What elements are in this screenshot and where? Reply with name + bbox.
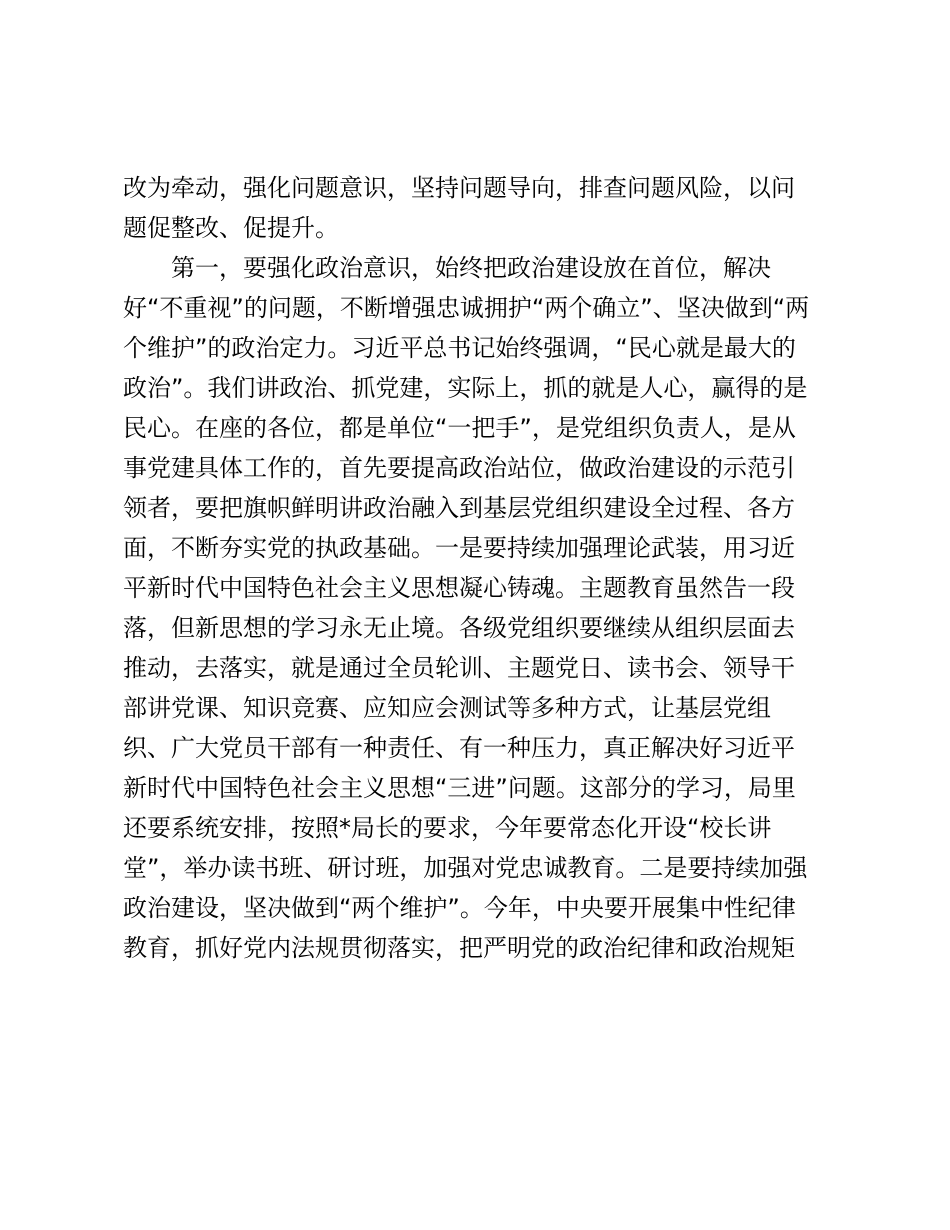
text-line: 领者，要把旗帜鲜明讲政治融入到基层党组织建设全过程、各方 — [123, 494, 795, 522]
text-line: 第一，要强化政治意识，始终把政治建设放在首位，解决 — [123, 254, 771, 282]
text-line: 题促整改、促提升。 — [123, 214, 339, 242]
text-line: 民心。在座的各位，都是单位“一把手”，是党组织负责人，是从 — [123, 414, 796, 442]
text-line: 新时代中国特色社会主义思想“三进”问题。这部分的学习，局里 — [123, 774, 796, 802]
text-line: 推动，去落实，就是通过全员轮训、主题党日、读书会、领导干 — [123, 654, 795, 682]
text-line: 堂”，举办读书班、研讨班，加强对党忠诚教育。二是要持续加强 — [123, 854, 808, 882]
text-line: 政治”。我们讲政治、抓党建，实际上，抓的就是人心，赢得的是 — [123, 374, 808, 402]
text-line: 个维护”的政治定力。习近平总书记始终强调，“民心就是最大的 — [123, 334, 796, 362]
body-text — [123, 168, 843, 968]
text-line: 事党建具体工作的，首先要提高政治站位，做政治建设的示范引 — [123, 454, 795, 482]
text-line: 教育，抓好党内法规贯彻落实，把严明党的政治纪律和政治规矩 — [123, 934, 795, 962]
text-line: 平新时代中国特色社会主义思想凝心铸魂。主题教育虽然告一段 — [123, 574, 795, 602]
text-line: 改为牵动，强化问题意识，坚持问题导向，排查问题风险，以问 — [123, 174, 795, 202]
text-line: 好“不重视”的问题，不断增强忠诚拥护“两个确立”、坚决做到“两 — [123, 294, 810, 322]
text-line: 政治建设，坚决做到“两个维护”。今年，中央要开展集中性纪律 — [123, 894, 796, 922]
text-line: 部讲党课、知识竞赛、应知应会测试等多种方式，让基层党组 — [123, 694, 771, 722]
text-line: 织、广大党员干部有一种责任、有一种压力，真正解决好习近平 — [123, 734, 795, 762]
text-line: 落，但新思想的学习永无止境。各级党组织要继续从组织层面去 — [123, 614, 795, 642]
text-line: 还要系统安排，按照*局长的要求，今年要常态化开设“校长讲 — [123, 814, 772, 842]
text-line: 面，不断夯实党的执政基础。一是要持续加强理论武装，用习近 — [123, 534, 795, 562]
